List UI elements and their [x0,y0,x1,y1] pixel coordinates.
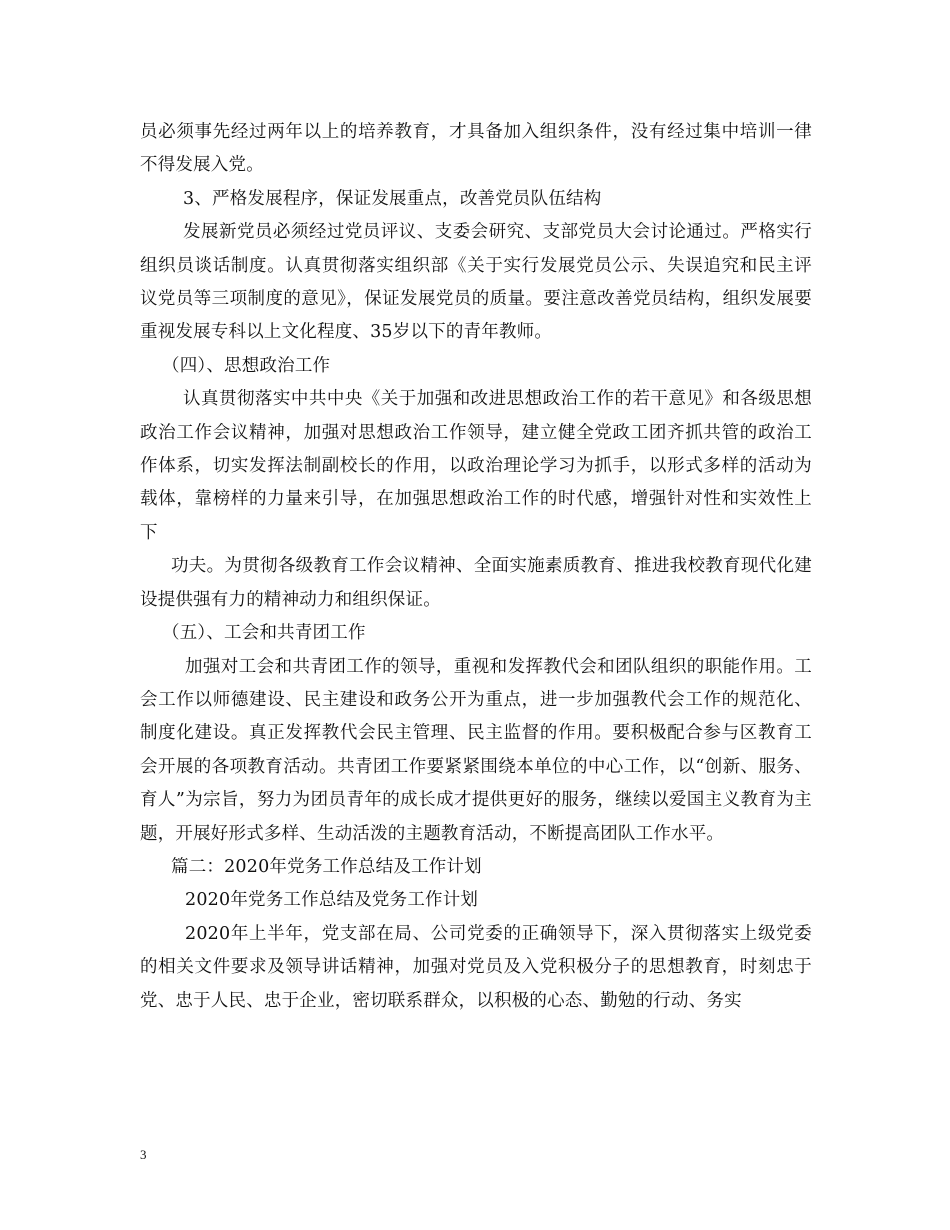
section-heading-3: 3、严格发展程序，保证发展重点，改善党员队伍结构 [183,188,602,209]
paragraph: 2020年上半年，党支部在局、公司党委的正确领导下，深入贯彻落实上级党委的相关文件要求及领导讲话精神，加强对党员及入党积极分子的思想教育，时刻忠于党、忠于人民、忠于企业，密切联系群众，以积极的心态、勤勉的行动、务实 [140,923,812,1011]
article-title: 篇二：2020年党务工作总结及工作计划 [171,856,482,877]
paragraph: 认真贯彻落实中共中央《关于加强和改进思想政治工作的若干意见》和各级思想政治工作会议精神，加强对思想政治工作领导，建立健全党政工团齐抓共管的政治工作体系，切实发挥法制副校长的作用，以政治理论学习为抓手，以形式多样的活动为载体，靠榜样的力量来引导，在加强思想政治工作的时代感，增强针对性和实效性上下 [140,389,812,543]
page-number: 3 [140,1147,147,1162]
section-heading-5: （五）、工会和共青团工作 [162,623,366,644]
paragraph: 功夫。为贯彻各级教育工作会议精神、全面实施素质教育、推进我校教育现代化建设提供强有力的精神动力和组织保证。 [140,556,812,610]
article-subtitle: 2020年党务工作总结及党务工作计划 [185,890,479,911]
paragraph: 发展新党员必须经过党员评议、支委会研究、支部党员大会讨论通过。严格实行组织员谈话制度。认真贯彻落实组织部《关于实行发展党员公示、失误追究和民主评议党员等三项制度的意见》，保证发展党员的质量。要注意改善党员结构，组织发展要重视发展专科以上文化程度、35岁以下的青年教师。 [140,222,812,343]
document-body [140,116,812,1018]
paragraph: 加强对工会和共青团工作的领导，重视和发挥教代会和团队组织的职能作用。工会工作以师德建设、民主建设和政务公开为重点，进一步加强教代会工作的规范化、制度化建设。真正发挥教代会民主管理、民主监督的作用。要积极配合参与区教育工会开展的各项教育活动。共青团工作要紧紧围绕本单位的中心工作，以“创新、服务、育人”为宗旨，努力为团员青年的成长成才提供更好的服务，继续以爱国主义教育为主题，开展好形式多样、生动活泼的主题教育活动，不断提高团队工作水平。 [140,656,812,844]
section-heading-4: （四）、思想政治工作 [162,355,331,376]
paragraph-continuation: 员必须事先经过两年以上的培养教育，才具备加入组织条件，没有经过集中培训一律不得发展入党。 [140,122,812,176]
